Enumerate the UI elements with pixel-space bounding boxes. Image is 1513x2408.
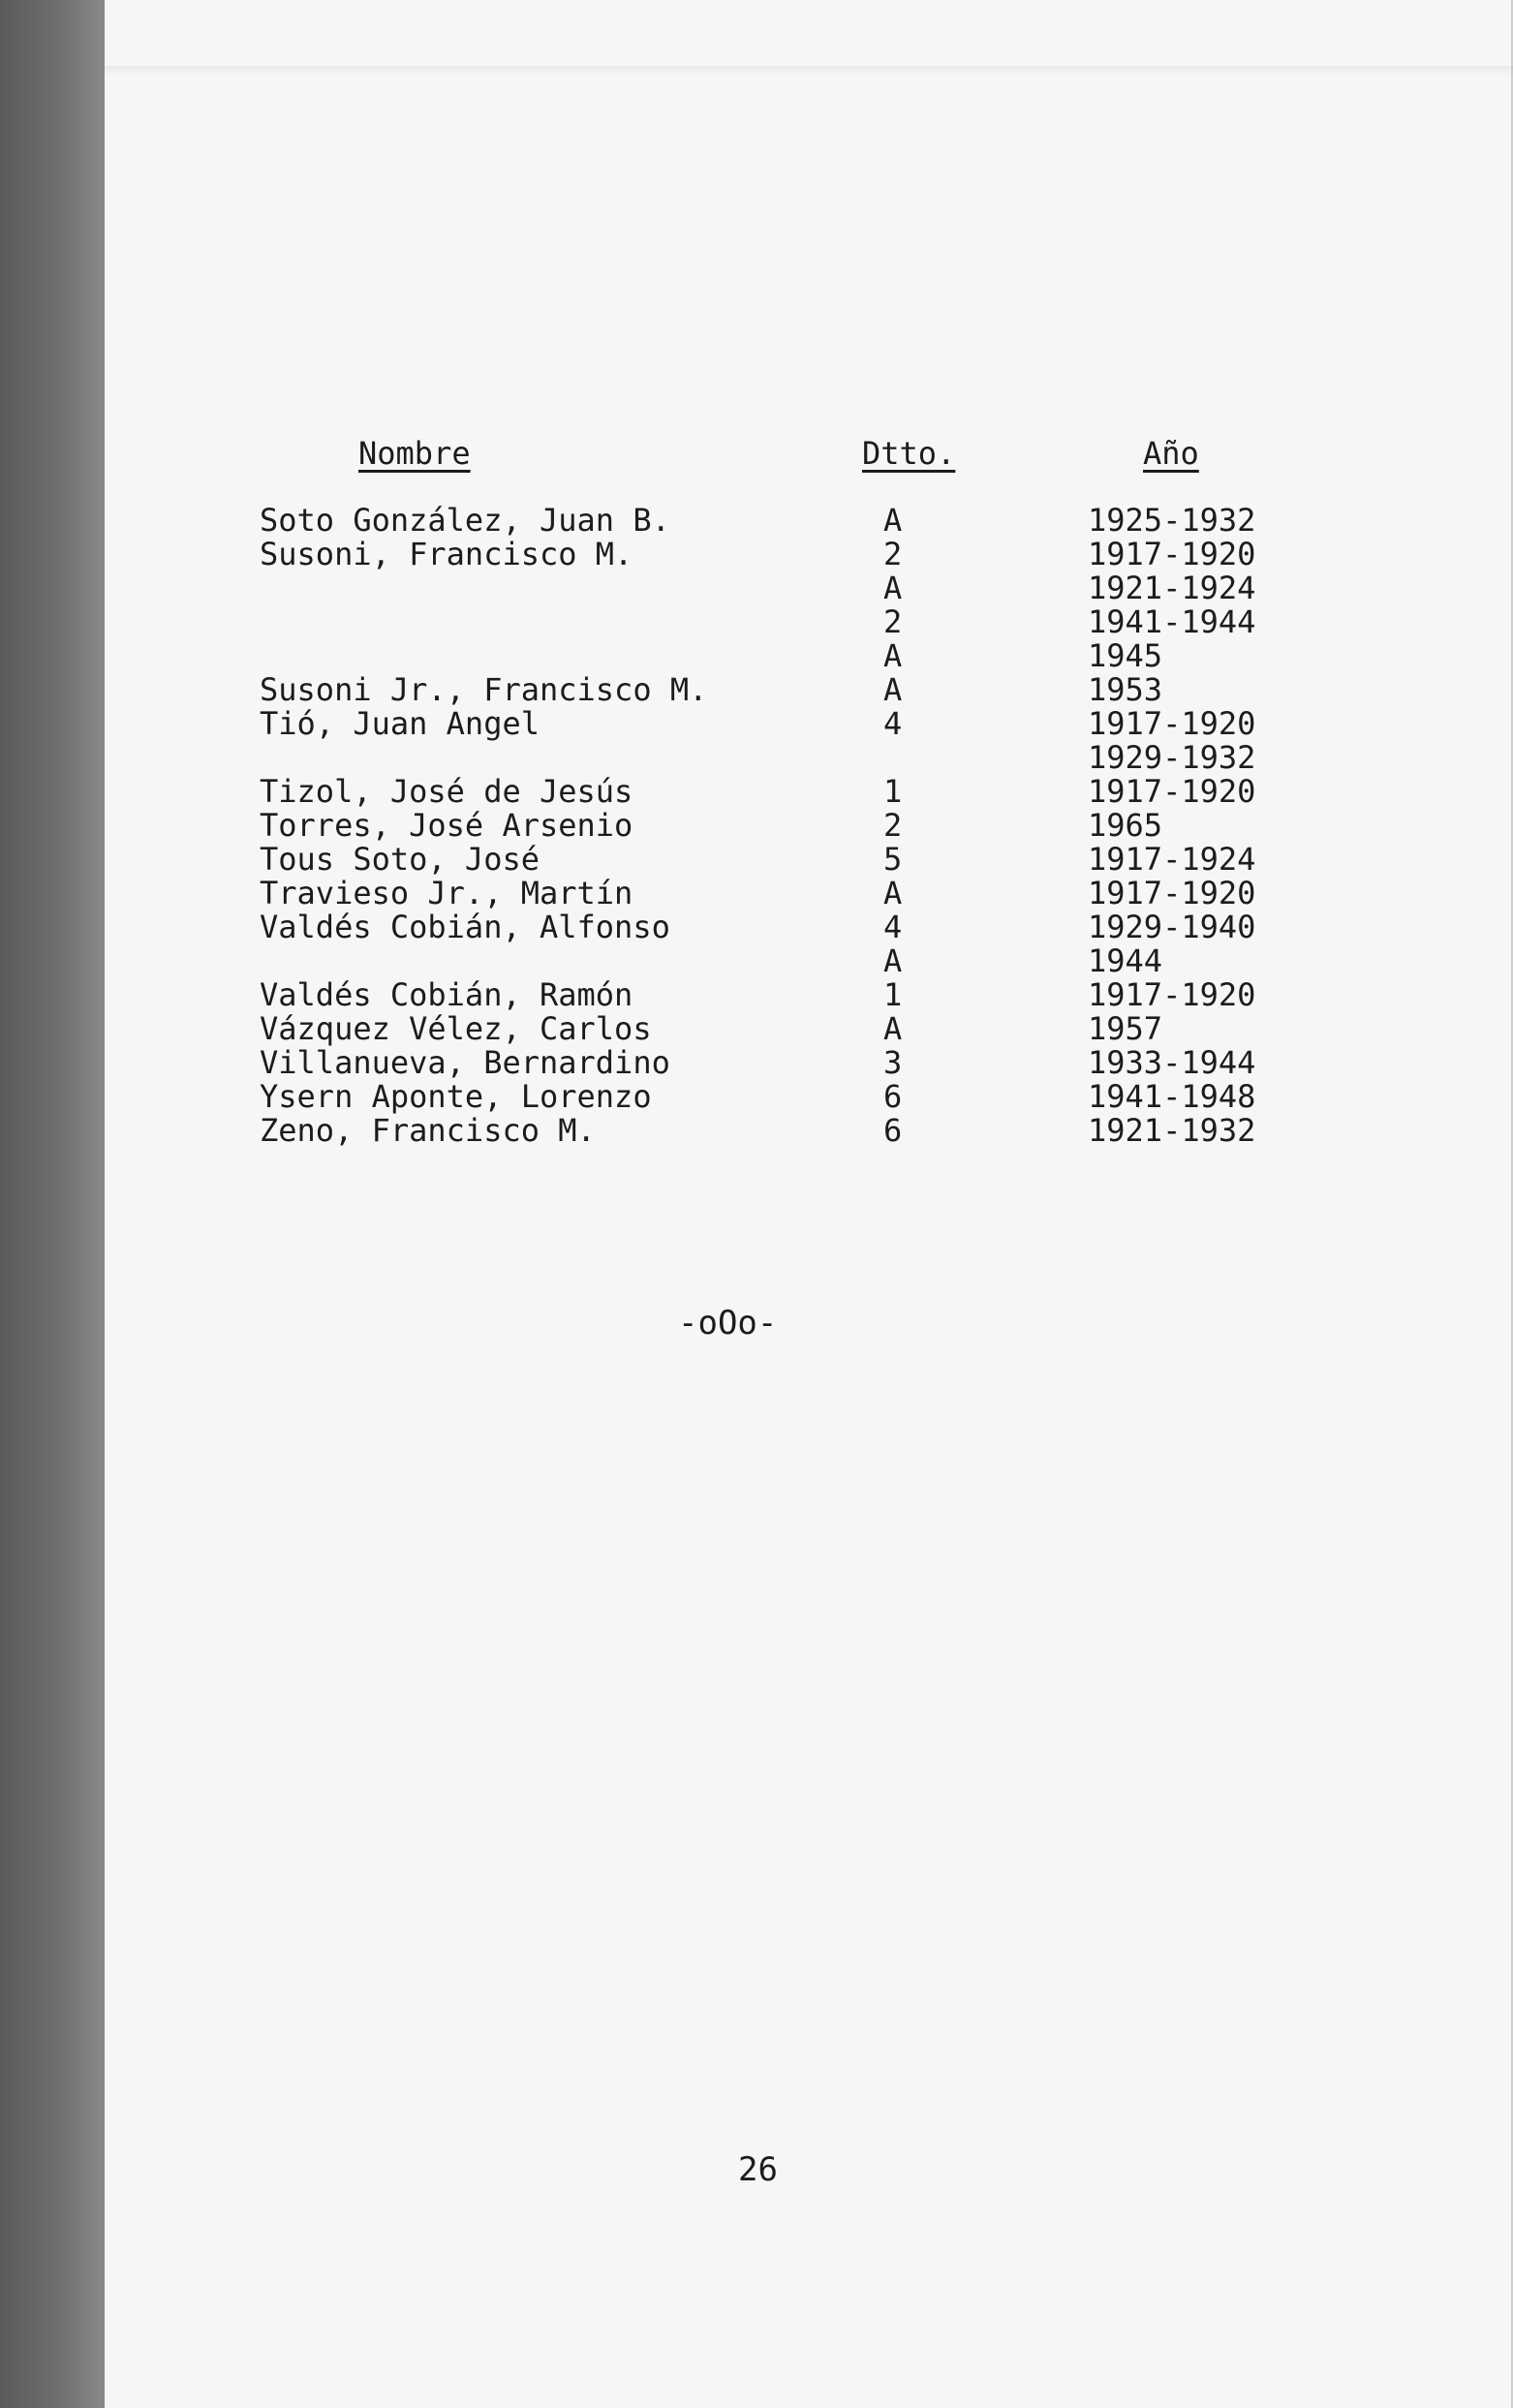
table-row <box>0 741 1513 775</box>
column-header-district: Dtto. <box>862 435 956 472</box>
table-row <box>0 639 1513 673</box>
row-district: 2 <box>883 807 903 844</box>
row-year: 1917-1920 <box>1088 705 1256 742</box>
table-row <box>0 877 1513 911</box>
row-district: A <box>883 671 903 708</box>
row-year: 1944 <box>1088 942 1163 979</box>
row-district: A <box>883 942 903 979</box>
row-name: Zeno, Francisco M. <box>260 1112 596 1149</box>
row-year: 1921-1924 <box>1088 570 1256 606</box>
row-district: 6 <box>883 1078 903 1115</box>
row-year: 1945 <box>1088 637 1163 674</box>
row-district: 6 <box>883 1112 903 1149</box>
row-year: 1941-1948 <box>1088 1078 1256 1115</box>
row-name: Villanueva, Bernardino <box>260 1044 670 1081</box>
table-row <box>0 1114 1513 1148</box>
row-name: Tous Soto, José <box>260 841 540 878</box>
table-row <box>0 1046 1513 1080</box>
table-row <box>0 571 1513 605</box>
table-row <box>0 1080 1513 1114</box>
table-row <box>0 944 1513 978</box>
table-row <box>0 911 1513 944</box>
row-district: A <box>883 875 903 911</box>
row-name: Travieso Jr., Martín <box>260 875 633 911</box>
table-row <box>0 775 1513 809</box>
table-row <box>0 673 1513 707</box>
row-year: 1917-1920 <box>1088 875 1256 911</box>
row-year: 1921-1932 <box>1088 1112 1256 1149</box>
row-district: 1 <box>883 773 903 810</box>
row-year: 1917-1920 <box>1088 536 1256 572</box>
row-name: Susoni Jr., Francisco M. <box>260 671 708 708</box>
column-header-name: Nombre <box>358 435 471 472</box>
row-district: 2 <box>883 603 903 640</box>
binding-edge <box>0 0 105 2408</box>
row-year: 1953 <box>1088 671 1163 708</box>
document-page <box>105 0 1513 2408</box>
table-row <box>0 809 1513 843</box>
row-district: A <box>883 570 903 606</box>
row-district: 5 <box>883 841 903 878</box>
row-year: 1917-1920 <box>1088 773 1256 810</box>
scan-shadow <box>105 66 1513 76</box>
row-name: Tió, Juan Angel <box>260 705 540 742</box>
row-district: A <box>883 1010 903 1047</box>
row-name: Valdés Cobián, Alfonso <box>260 909 670 945</box>
row-name: Susoni, Francisco M. <box>260 536 633 572</box>
row-name: Soto González, Juan B. <box>260 502 670 539</box>
page-number: 26 <box>738 2150 778 2189</box>
row-year: 1929-1940 <box>1088 909 1256 945</box>
row-district: A <box>883 502 903 539</box>
row-district: 2 <box>883 536 903 572</box>
row-year: 1941-1944 <box>1088 603 1256 640</box>
table-row <box>0 1012 1513 1046</box>
table-row <box>0 538 1513 571</box>
row-year: 1933-1944 <box>1088 1044 1256 1081</box>
row-year: 1917-1924 <box>1088 841 1256 878</box>
table-row <box>0 843 1513 877</box>
row-district: 4 <box>883 909 903 945</box>
row-district: 4 <box>883 705 903 742</box>
table-row <box>0 605 1513 639</box>
row-year: 1965 <box>1088 807 1163 844</box>
table-row <box>0 707 1513 741</box>
column-header-year: Año <box>1143 435 1199 472</box>
row-year: 1925-1932 <box>1088 502 1256 539</box>
row-name: Vázquez Vélez, Carlos <box>260 1010 652 1047</box>
roster-table <box>0 504 1513 1148</box>
row-name: Valdés Cobián, Ramón <box>260 976 633 1013</box>
row-year: 1929-1932 <box>1088 739 1256 776</box>
table-row <box>0 504 1513 538</box>
section-separator: -oOo- <box>678 1304 778 1343</box>
row-district: 1 <box>883 976 903 1013</box>
row-name: Torres, José Arsenio <box>260 807 633 844</box>
row-name: Ysern Aponte, Lorenzo <box>260 1078 652 1115</box>
row-year: 1957 <box>1088 1010 1163 1047</box>
row-district: A <box>883 637 903 674</box>
row-name: Tizol, José de Jesús <box>260 773 633 810</box>
table-row <box>0 978 1513 1012</box>
row-district: 3 <box>883 1044 903 1081</box>
row-year: 1917-1920 <box>1088 976 1256 1013</box>
